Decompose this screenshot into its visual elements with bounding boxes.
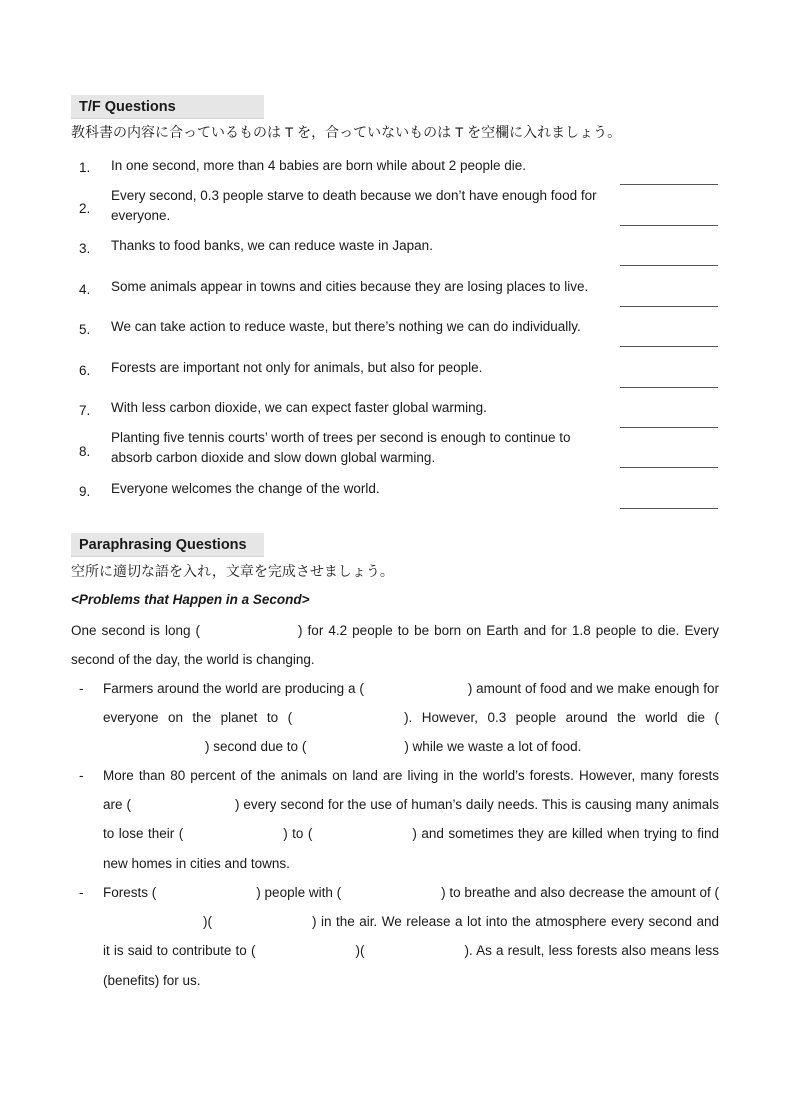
question-number: 3. bbox=[79, 241, 91, 256]
question-text: In one second, more than 4 babies are born while about 2 people die. bbox=[111, 158, 527, 173]
text-segment: ) for 4.2 people to be born on Earth and for 1.8 people to die. Every second of the day, the world is changing. bbox=[71, 623, 719, 668]
question-text: Planting five tennis courts’ worth of trees per second is enough to continue to absorb carbon dioxide and slow down global warming. bbox=[111, 430, 571, 465]
question-text: Everyone welcomes the change of the world. bbox=[111, 481, 380, 496]
tf-instruction: 教科書の内容に合っているものは T を，合っていないものは T を空欄に入れましょう。 bbox=[71, 124, 622, 140]
tf-section-header: T/F Questions bbox=[71, 95, 264, 119]
answer-blank[interactable] bbox=[620, 467, 718, 468]
question-text: Thanks to food banks, we can reduce waste in Japan. bbox=[111, 238, 433, 253]
answer-blank[interactable] bbox=[620, 265, 718, 266]
text-segment: More than 80 percent of the animals on land are living in the world’s forests. However, many forests are ( bbox=[103, 768, 719, 813]
text-segment: ) second due to ( bbox=[205, 739, 307, 755]
text-segment: ) to ( bbox=[283, 826, 313, 842]
paraphrasing-instruction: 空所に適切な語を入れ，文章を完成させましょう。 bbox=[71, 563, 394, 579]
question-text: Every second, 0.3 people starve to death because we don’t have enough food for everyone. bbox=[111, 188, 597, 223]
bullet-dash: - bbox=[79, 768, 84, 783]
bullet-paragraph-forests bbox=[103, 761, 719, 878]
text-segment: One second is long ( bbox=[71, 623, 201, 638]
answer-blank[interactable] bbox=[620, 427, 718, 428]
question-text: Forests are important not only for animals, but also for people. bbox=[111, 360, 483, 375]
text-segment: ). However, 0.3 people around the world die ( bbox=[404, 710, 719, 726]
intro-paragraph bbox=[71, 616, 719, 674]
text-segment: Farmers around the world are producing a ( bbox=[103, 681, 364, 696]
text-segment: ) while we waste a lot of food. bbox=[404, 739, 582, 755]
bullet-paragraph-air bbox=[103, 878, 719, 995]
question-number: 4. bbox=[79, 282, 91, 297]
question-number: 9. bbox=[79, 484, 91, 499]
text-segment: ) people with ( bbox=[256, 885, 342, 900]
question-text: We can take action to reduce waste, but there’s nothing we can do individually. bbox=[111, 319, 581, 334]
text-segment: ) in the air. We release a lot into the atmosphere every second and it is said to contribute to ( bbox=[103, 914, 719, 959]
text-segment: ) and sometimes they are killed when trying to find new homes in cities and towns. bbox=[103, 826, 719, 871]
answer-blank[interactable] bbox=[620, 306, 718, 307]
question-number: 1. bbox=[79, 160, 91, 175]
bullet-dash: - bbox=[79, 885, 84, 900]
text-segment: ) amount of food and we make enough for everyone on the planet to ( bbox=[103, 681, 719, 726]
answer-blank[interactable] bbox=[620, 387, 718, 388]
question-text: With less carbon dioxide, we can expect faster global warming. bbox=[111, 400, 487, 415]
text-segment: )( bbox=[355, 943, 365, 959]
question-text: Some animals appear in towns and cities because they are losing places to live. bbox=[111, 279, 589, 294]
question-number: 6. bbox=[79, 363, 91, 378]
answer-blank[interactable] bbox=[620, 184, 718, 185]
text-segment: Forests ( bbox=[103, 885, 157, 900]
text-segment: ) to breathe and also decrease the amount of ( bbox=[441, 885, 719, 900]
answer-blank[interactable] bbox=[620, 225, 718, 226]
text-segment: )( bbox=[203, 914, 212, 930]
text-segment: ). As a result, less forests also means less (benefits) for us. bbox=[103, 943, 719, 988]
question-number: 2. bbox=[79, 201, 91, 216]
paraphrasing-section-header: Paraphrasing Questions bbox=[71, 533, 264, 557]
text-segment: ) every second for the use of human’s daily needs. This is causing many animals to lose their ( bbox=[103, 797, 720, 842]
answer-blank[interactable] bbox=[620, 508, 718, 509]
bullet-dash: - bbox=[79, 681, 84, 696]
bullet-paragraph-food bbox=[103, 674, 719, 762]
question-number: 8. bbox=[79, 444, 91, 459]
answer-blank[interactable] bbox=[620, 346, 718, 347]
question-number: 5. bbox=[79, 322, 91, 337]
question-number: 7. bbox=[79, 403, 91, 418]
passage-subtitle: <Problems that Happen in a Second> bbox=[71, 592, 310, 607]
